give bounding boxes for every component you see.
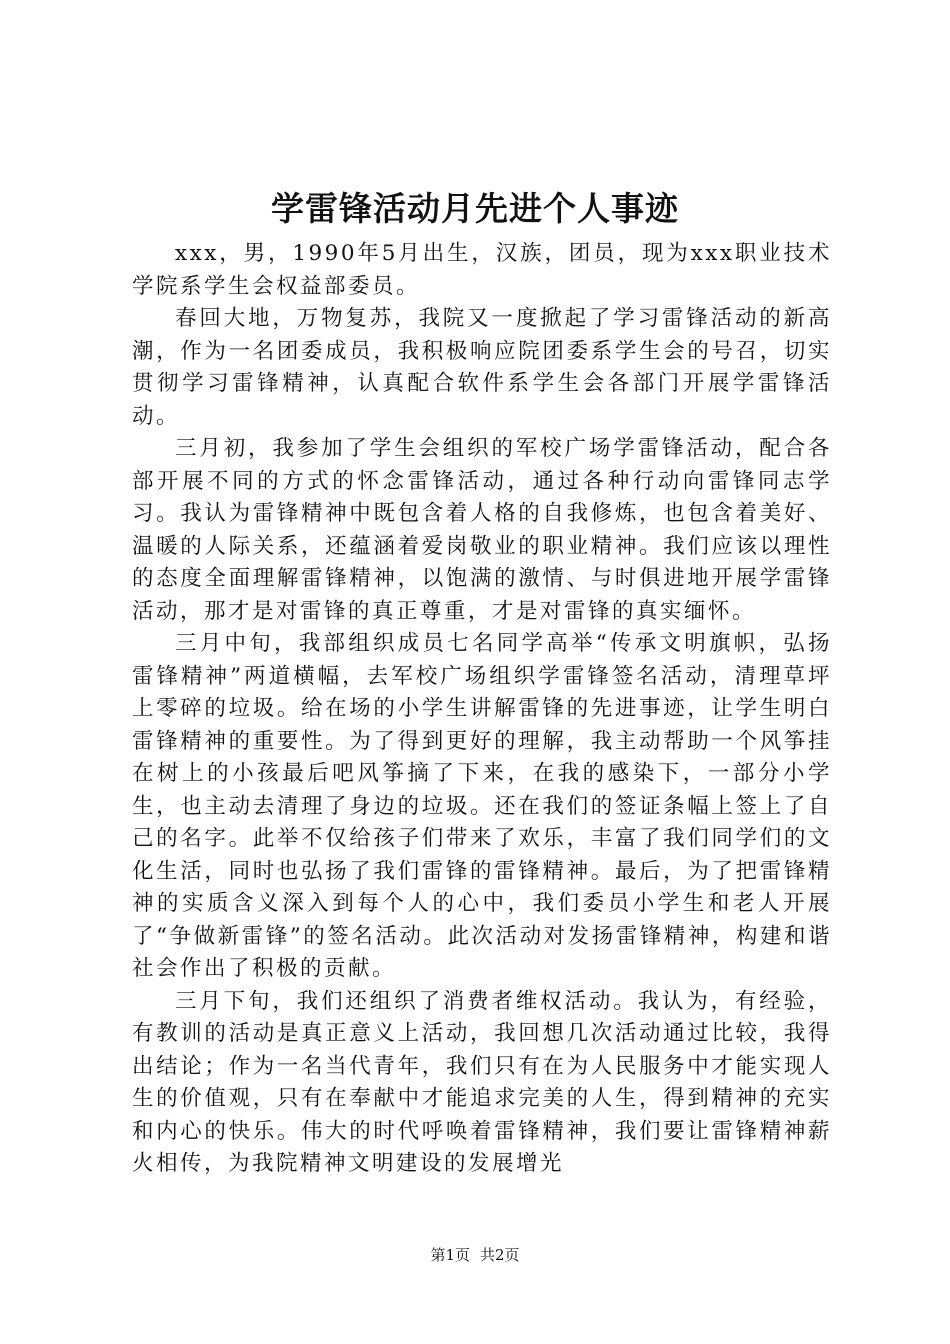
paragraph-mid-march: 三月中旬，我部组织成员七名同学高举“传承文明旗帜，弘扬雷锋精神”两道横幅，去军校广场组织学雷锋签名活动，清理草坪上零碎的垃圾。给在场的小学生讲解雷锋的先进事迹，让学生明白雷锋精神的重要性。为了得到更好的理解，我主动帮助一个风筝挂在树上的小孩最后吧风筝摘了下来，在我的感染下，一部分小学生，也主动去清理了身边的垃圾。还在我们的签证条幅上签上了自己的名字。此举不仅给孩子们带来了欢乐，丰富了我们同学们的文化生活，同时也弘扬了我们雷锋的雷锋精神。最后，为了把雷锋精神的实质含义深入到每个人的心中，我们委员小学生和老人开展了“争做新雷锋”的签名活动。此次活动对发扬雷锋精神，构建和谐社会作出了积极的贡献。 xyxy=(132,631,832,981)
paragraph-early-march: 三月初，我参加了学生会组织的军校广场学雷锋活动，配合各部开展不同的方式的怀念雷锋活动，通过各种行动向雷锋同志学习。我认为雷锋精神中既包含着人格的自我修炼，也包含着美好、温暖的人际关系，还蕴涵着爱岗敬业的职业精神。我们应该以理性的态度全面理解雷锋精神，以饱满的激情、与时俱进地开展学雷锋活动，那才是对雷锋的真正尊重，才是对雷锋的真实缅怀。 xyxy=(132,436,832,624)
paragraph-intro: xxx，男，1990年5月出生，汉族，团员，现为xxx职业技术学院系学生会权益部委员。 xyxy=(132,241,832,299)
document-body xyxy=(132,238,832,1181)
page-title: 学雷锋活动月先进个人事迹 xyxy=(271,189,679,228)
paragraph-spring: 春回大地，万物复苏，我院又一度掀起了学习雷锋活动的新高潮，作为一名团委成员，我积极响应院团委系学生会的号召，切实贯彻学习雷锋精神，认真配合软件系学生会各部门开展学雷锋活动。 xyxy=(132,306,832,429)
page-footer xyxy=(0,1244,950,1266)
paragraph-late-march: 三月下旬，我们还组织了消费者维权活动。我认为，有经验，有教训的活动是真正意义上活动，我回想几次活动通过比较，我得出结论；作为一名当代青年，我们只有在为人民服务中才能实现人生的价值观，只有在奉献中才能追求完美的人生，得到精神的充实和内心的快乐。伟大的时代呼唤着雷锋精神，我们要让雷锋精神薪火相传，为我院精神文明建设的发展增光 xyxy=(132,988,832,1176)
page-number-current: 第1页 xyxy=(430,1246,470,1264)
page-number-total: 共2页 xyxy=(480,1246,520,1264)
